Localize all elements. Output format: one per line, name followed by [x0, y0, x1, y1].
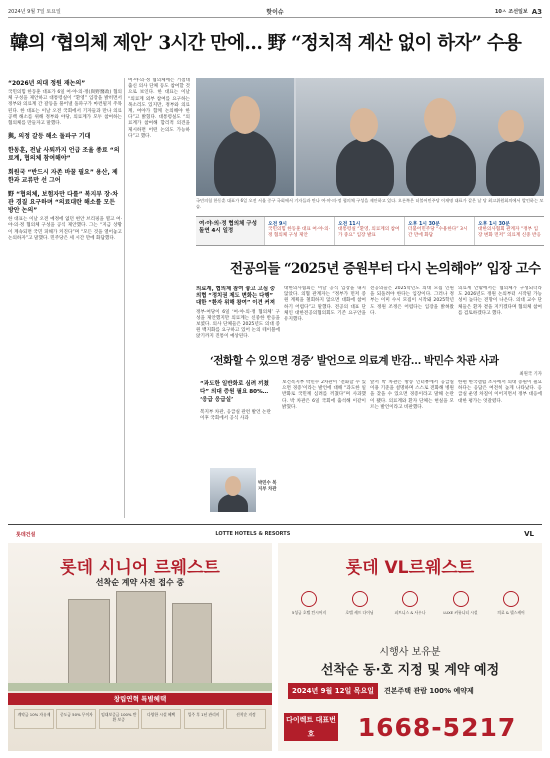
section-name: 핫이슈 [266, 9, 284, 16]
column-divider [124, 78, 125, 518]
building-illustration [68, 599, 110, 687]
left-subhead-2: 한동훈, 전날 사퇴까지 언급 조율 종료 “의료계, 협의체 참여해야” [8, 147, 120, 163]
ad-date: 2024년 9월 12일 목요일 [288, 683, 378, 699]
feature-item [440, 591, 482, 623]
benefit-item: 다양한 시설 혜택 [141, 709, 181, 729]
feature-label: 피트니스 & 사우나 [394, 610, 426, 615]
timeline-item [404, 217, 474, 245]
person-face [230, 96, 260, 134]
feature-label: 호텔 셰프 다이닝 [345, 610, 374, 615]
paper-name: 10ㅅ 조선일보 [494, 9, 528, 15]
left-kicker: “2026년 의대 정원 재논의” [8, 80, 86, 87]
feature-icon [402, 591, 418, 607]
left-body-1: 국민의힘 한동훈 대표가 6일 여·야·의·정(與野醫政) 협의체 구성을 제안하고 대통령실이 “환영” 입장을 밝히면서 정부와 의료계 간 갈등을 풀어낼 돌파구가 마련될지 주목된다. 한 대표는 이날 오전 국회에서 기자들과 만나 의료 공백 해소를 위해 정부와 야당, 의료계가 모두 참여하는 협의체를 만들자고 말했다. [8, 90, 122, 127]
person-face [225, 476, 241, 496]
person-silhouette [214, 130, 276, 196]
feature-item [389, 591, 431, 623]
timeline-desc: 대한의사협회 관계자 “정부 입장 변화 먼저” 의료계 신중 반응 [478, 227, 541, 238]
timeline-time: 오후 1시 30분 [478, 222, 510, 227]
ad-phone-box [284, 711, 536, 743]
landscape-strip [8, 683, 272, 691]
ad-right-line1: 시행사 보유분 [379, 647, 441, 658]
page-number: A3 [531, 7, 542, 16]
main-headline: 韓의 ‘협의체 제안’ 3시간 만에… 野 “정치적 계산 없이 하자” 수용 [10, 33, 522, 54]
article3-body-3: 한편 한국갤럽 조사에서 의대 증원이 필요하다는 응답은 여전히 높게 나타났다. 응급실 운영 차질이 이어지면서 정부 대응에 대한 평가는 엇갈렸다. [458, 380, 542, 404]
feature-icon [301, 591, 317, 607]
person-silhouette [406, 134, 476, 196]
vl-logo: VL [524, 530, 534, 538]
article2-headline: 전공의들 “2025년 증원부터 다시 논의해야” 입장 고수 [230, 261, 541, 277]
article3-headline: ‘전화할 수 있으면 경증’ 발언으로 의료계 반감… 박민수 차관 사과 [210, 355, 499, 367]
ad-date-tail: 견본주택 관람 100% 예약제 [383, 687, 474, 695]
building-illustration [116, 591, 166, 687]
building-illustration [172, 603, 212, 687]
lotte-construction-logo: 롯데건설 [16, 531, 36, 538]
article2-body-2: 대한의사협회는 이날 공식 입장을 내지 않았다. 의협 관계자는 “정부가 먼저 증원 계획을 철회하지 않으면 대화에 참여하기 어렵다”고 말했다. 전공의 대표 단체인 대한전공의협의회도 기존 요구안을 유지했다. [284, 286, 366, 323]
person-silhouette [486, 140, 540, 196]
ad-right-line2: 선착순 동·호 지정 및 계약 예정 [320, 663, 500, 678]
feature-item [339, 591, 381, 623]
feature-label: 5성급 호텔 컨시어지 [291, 610, 327, 615]
ad-left-subtitle: 선착순 계약 사전 접수 중 [95, 578, 185, 587]
article2-col-1 [196, 286, 280, 348]
feature-icon [453, 591, 469, 607]
person-silhouette [336, 138, 394, 196]
timeline-title: 여·야·의·정 협의체 구성 돌연 4시 일정 [196, 217, 264, 245]
article3-thumbnail [210, 468, 256, 512]
thumbnail-caption: 박민수 복지부 차관 [258, 481, 277, 492]
benefit-item: 중도금 50% 무이자 [56, 709, 96, 729]
feature-label: 의료 & 헬스케어 [497, 610, 525, 615]
feature-label: LUXE 커뮤니티 시설 [443, 610, 478, 615]
advertisement [8, 524, 542, 752]
timeline-item [474, 217, 544, 245]
feature-item [288, 591, 330, 623]
benefit-item: 입주 후 1년 관리비 [184, 709, 224, 729]
timeline-desc: 국민의힘 한동훈 대표 여·야·의·정 협의체 구성 제안 [268, 227, 331, 238]
article2-subhead: 의료계, 협의체 참여 놓고 고심 중 의협 “정치권 제도 변화는 다행” 대한 “환자 위해 참여” 이견 커져 [196, 286, 276, 307]
ad-feature-row [288, 591, 532, 623]
ad-brand-bar [8, 527, 542, 541]
left-subhead-1: 與, 의정 갈등 해소 돌파구 기대 [8, 133, 91, 141]
phone-number: 1668-5217 [357, 712, 517, 742]
ad-benefit-icons [14, 709, 266, 729]
ad-left-panel [8, 543, 272, 751]
timeline-time: 오전 9시 [268, 222, 287, 227]
photo-right [296, 78, 544, 196]
person-face [350, 108, 378, 142]
benefit-item: 임대보증금 100% 반환 보증 [99, 709, 139, 729]
ad-right-title: 롯데 VL르웨스트 [345, 558, 475, 578]
ad-date-row [288, 683, 532, 699]
timeline-item [264, 217, 334, 245]
article2-body-4: 의료계 안팎에서는 협의체가 구성되더라도 2026년도 정원 논의부터 시작될 가능성이 높다는 전망이 나온다. 의대 교수 단체들은 환자 곁을 지키겠다며 협의체 참여를 검토하겠다고 했다. [458, 286, 542, 316]
article3-quote [200, 380, 274, 460]
person-face [498, 110, 524, 142]
timeline-item [334, 217, 404, 245]
left-body-2: 한 대표는 이날 오전 예정에 없던 현안 브리핑을 열고 여·야·의·정 협의체 구성을 공식 제안했다. 그는 “지금 상황이 계속되면 국민 피해가 커진다”며 “모든 것을 열어놓고 논의하자”고 말했다. 민주당은 세 시간 만에 화답했다. [8, 217, 122, 241]
article3-byline: 최원국 기자 [519, 372, 542, 377]
timeline-time: 오후 1시 30분 [408, 222, 440, 227]
timeline-desc: 더불어민주당 “수용한다” 3시간 만에 화답 [408, 227, 468, 238]
timeline-box [196, 216, 544, 246]
lotte-hotels-logo: LOTTE HOTELS & RESORTS [215, 531, 291, 537]
person-face [424, 98, 456, 138]
ad-left-title: 롯데 시니어 르웨스트 [60, 558, 220, 578]
article3-body-2: 앞서 박 차관은 방송 인터뷰에서 응급실 이용 기준을 설명하며 스스로 전화해 병원을 찾을 수 있으면 경증이라고 말해 논란이 됐다. 의료계와 환자 단체는 현실을 모르는 발언이라고 비판했다. [370, 380, 454, 410]
feature-icon [352, 591, 368, 607]
ad-left-band: 창립연혁 특별혜택 [8, 693, 272, 705]
person-silhouette [218, 494, 248, 512]
ad-right-panel [278, 543, 542, 751]
left-column [8, 78, 122, 518]
mid-text: 여·야·의·정 협의체에는 거점대 출신 의사 단체 등도 참여할 것으로 보인다. 한 대표는 이날 “의료계 외부 참여를 요구하는 목소리도 있지만, 정부와 의료계, 여야가 함께 논의해야 한다”고 밝혔다. 대통령실도 “의료계가 참여해 합리적 의견을 제시하면 어떤 논의도 가능하다”고 했다. [128, 78, 190, 139]
photo-left [196, 78, 294, 196]
article2-body-1: 정부·여당이 6일 ‘여·야·의·정 협의체’ 구성을 제안했지만 의료계는 신중한 반응을 보였다. 의사 단체들은 2025년도 의대 증원 백지화를 요구하고 있어 논의 테이블에 앉기까지 진통이 예상된다. [196, 309, 280, 340]
phone-tag: 다이렉트 대표번호 [284, 713, 338, 741]
issue-date: 2024년 9월 7일 토요일 [8, 9, 61, 15]
article2-body-3: 전공의들은 2025학년도 의대 모집 인원을 되돌려야 한다는 입장이다. 그러나 정부는 이미 수시 모집이 시작돼 2025학년도 정원 조정은 어렵다는 입장을 밝혀왔다. [370, 286, 454, 316]
article3-body-1: 보건복지부 박민수 2차관이 ‘전화할 수 있으면 경증’이라는 발언에 대해 “과도한 일반화로 국민께 심려를 끼쳤다”며 사과했다. 박 차관은 6일 국회에 출석해 이같이 밝혔다. [282, 380, 366, 410]
left-subhead-3: 회원국 “반드시 자존 바꿀 필요” 용산, 제한과 교류만 선 그어 [8, 169, 118, 185]
page-header [8, 6, 542, 18]
feature-icon [503, 591, 519, 607]
photo-caption: 국민의힘 한동훈 대표가 6일 오전 서울 중구 국회에서 기자들과 만나 여·야·의·정 협의체 구성을 제안하고 있다. 오른쪽은 더불어민주당 이재명 대표가 같은 날 당 최고위원회의에서 발언하는 모습. [196, 198, 544, 209]
news-photo [196, 78, 544, 196]
benefit-item: 계약금 10% 자유제 [14, 709, 54, 729]
feature-item [490, 591, 532, 623]
left-subhead-4: 野 “협의체, 보험자만 다를” 복지부 장·차관 경질 요구하며 “의료대란 해소를 모든 방안 논의” [8, 191, 119, 215]
timeline-desc: 대통령실 “환영, 의료계의 참여가 중요” 입장 발표 [338, 227, 400, 238]
quote-text: “과도한 일반화로 심려 끼쳤다” 의대 증원 필요 80%… ‘응급 응급실’ [200, 381, 269, 403]
quote-sub: 복지부 차관, 응급실 관련 발언 논란 이후 국회에서 공식 사과 [200, 410, 271, 422]
timeline-time: 오전 11시 [338, 222, 361, 227]
benefit-item: 선착순 지정 [226, 709, 266, 729]
